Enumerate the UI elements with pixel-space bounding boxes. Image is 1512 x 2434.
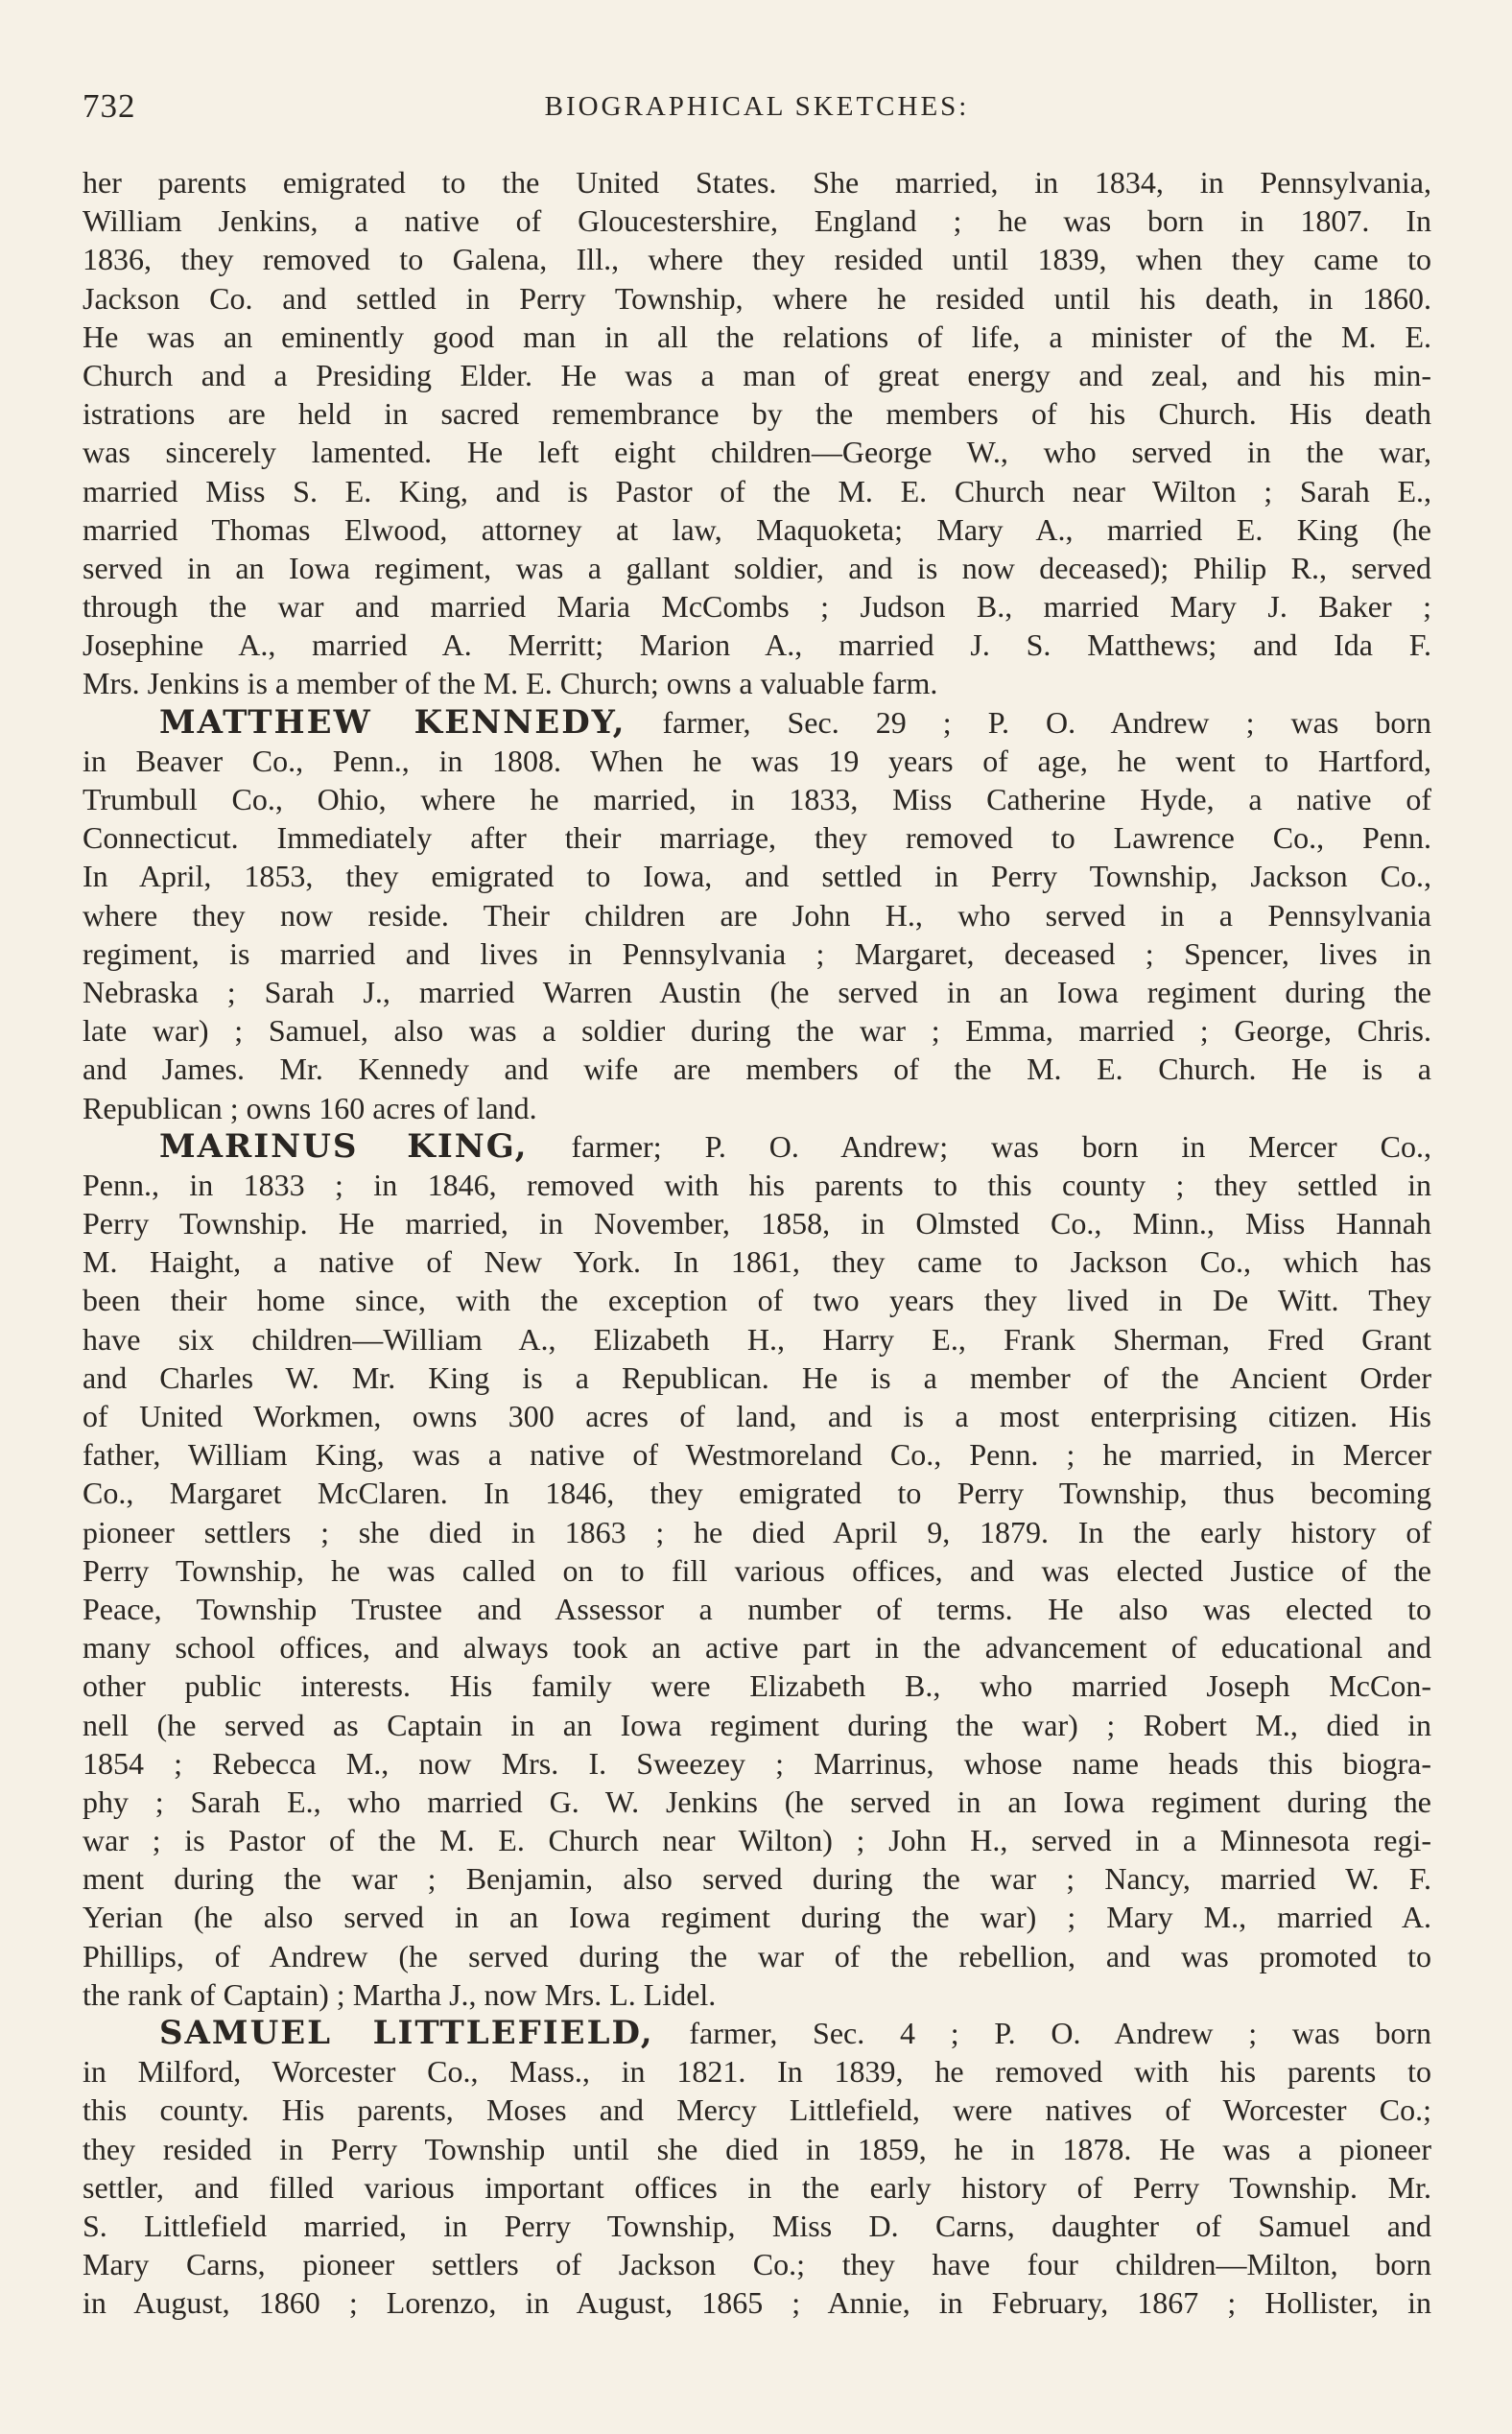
line-text: Mary Carns, pioneer settlers of Jackson Co.; they have four children—Milton, born — [83, 2247, 1431, 2282]
text-line — [83, 2245, 1431, 2283]
text-line — [83, 2283, 1431, 2322]
text-line — [83, 1397, 1431, 1435]
line-text: served in an Iowa regiment, was a gallant soldier, and is now deceased); Philip R., served — [83, 550, 1431, 585]
text-line — [83, 1666, 1431, 1705]
line-text: they resided in Perry Township until she died in 1859, he in 1878. He was a pioneer — [83, 2131, 1431, 2166]
text-line — [83, 163, 1431, 201]
text-line — [83, 1474, 1431, 1512]
line-text: was sincerely lamented. He left eight children—George W., who served in the war, — [83, 435, 1431, 470]
text-line — [83, 587, 1431, 626]
text-line — [83, 1011, 1431, 1050]
line-text: farmer, Sec. 4 ; P. O. Andrew ; was born — [653, 2016, 1431, 2050]
line-text: Perry Township, he was called on to fill various offices, and was elected Justice of the — [83, 1552, 1431, 1588]
line-text: Penn., in 1833 ; in 1846, removed with his parents to this county ; they settled in — [83, 1167, 1431, 1202]
text-line — [83, 1513, 1431, 1551]
line-text: Jackson Co. and settled in Perry Township, where he resided until his death, in 1860. — [83, 280, 1431, 316]
text-line — [83, 626, 1431, 664]
text-line — [83, 1359, 1431, 1397]
person-name: SAMUEL LITTLEFIELD, — [159, 2014, 654, 2052]
line-text: pioneer settlers ; she died in 1863 ; he died April 9, 1879. In the early history of — [83, 1514, 1431, 1549]
line-text: other public interests. His family were Elizabeth B., who married Joseph McCon- — [83, 1668, 1431, 1704]
line-text: married Thomas Elwood, attorney at law, Maquoketa; Mary A., married E. King (he — [83, 511, 1431, 547]
line-text: Trumbull Co., Ohio, where he married, in 1833, Miss Catherine Hyde, a native of — [83, 782, 1431, 816]
line-text: married Miss S. E. King, and is Pastor of the M. E. Church near Wilton ; Sarah E., — [83, 473, 1431, 508]
text-line — [83, 1744, 1431, 1783]
line-text: have six children—William A., Elizabeth H., Harry E., Frank Sherman, Fred Grant — [83, 1321, 1431, 1357]
line-text: phy ; Sarah E., who married G. W. Jenkins (he served in an Iowa regiment during the — [83, 1784, 1431, 1819]
line-text: in Milford, Worcester Co., Mass., in 1821. In 1839, he removed with his parents to — [83, 2054, 1431, 2090]
text-line — [83, 934, 1431, 973]
text-line — [83, 2207, 1431, 2245]
text-line — [83, 1859, 1431, 1898]
text-line — [83, 510, 1431, 549]
line-text: S. Littlefield married, in Perry Township, Miss D. Carns, daughter of Samuel and — [83, 2208, 1431, 2243]
line-text: war ; is Pastor of the M. E. Church near Wilton) ; John H., served in a Minnesota regi- — [83, 1823, 1431, 1858]
text-line — [83, 742, 1431, 780]
text-line — [83, 279, 1431, 318]
line-text: farmer, Sec. 29 ; P. O. Andrew ; was born — [626, 704, 1431, 740]
page-number: 732 — [83, 87, 136, 125]
text-line — [83, 394, 1431, 433]
biography-heading-line — [83, 703, 1431, 742]
line-text: Yerian (he also served in an Iowa regiment during the war) ; Mary M., married A. — [83, 1900, 1431, 1935]
text-line — [83, 1166, 1431, 1204]
line-text: Church and a Presiding Elder. He was a man of great energy and zeal, and his min- — [83, 357, 1431, 392]
text-line — [83, 1089, 1431, 1127]
line-text: ment during the war ; Benjamin, also served during the war ; Nancy, married W. F. — [83, 1861, 1431, 1897]
text-line — [83, 664, 1431, 702]
line-text: Nebraska ; Sarah J., married Warren Austin (he served in an Iowa regiment during the — [83, 974, 1431, 1009]
line-text: 1836, they removed to Galena, Ill., where they resided until 1839, when they came to — [83, 242, 1431, 277]
text-line — [83, 2091, 1431, 2129]
text-line — [83, 1050, 1431, 1088]
line-text: Mrs. Jenkins is a member of the M. E. Church; owns a valuable farm. — [83, 666, 938, 701]
text-line — [83, 1706, 1431, 1744]
line-text: Phillips, of Andrew (he served during the war of the rebellion, and was promoted to — [83, 1938, 1431, 1973]
text-line — [83, 780, 1431, 818]
line-text: in August, 1860 ; Lorenzo, in August, 1865 ; Annie, in February, 1867 ; Hollister, in — [83, 2285, 1431, 2321]
line-text: nell (he served as Captain in an Iowa regiment during the war) ; Robert M., died in — [83, 1707, 1431, 1742]
line-text: and James. Mr. Kennedy and wife are members of the M. E. Church. He is a — [83, 1052, 1431, 1087]
line-text: late war) ; Samuel, also was a soldier during the war ; Emma, married ; George, Chris. — [83, 1013, 1431, 1049]
text-line — [83, 2130, 1431, 2168]
line-text: been their home since, with the exception of two years they lived in De Witt. They — [83, 1283, 1431, 1318]
text-line — [83, 356, 1431, 394]
line-text: Co., Margaret McClaren. In 1846, they emigrated to Perry Township, thus becoming — [83, 1476, 1431, 1511]
text-line — [83, 318, 1431, 356]
line-text: where they now reside. Their children are John H., who served in a Pennsylvania — [83, 897, 1431, 933]
text-line — [83, 1320, 1431, 1359]
text-line — [83, 1821, 1431, 1859]
text-line — [83, 2052, 1431, 2091]
page-header — [83, 83, 1431, 130]
line-text: father, William King, was a native of Westmoreland Co., Penn. ; he married, in Mercer — [83, 1437, 1431, 1473]
line-text: farmer; P. O. Andrew; was born in Mercer Co., — [528, 1128, 1431, 1164]
text-line — [83, 1281, 1431, 1319]
text-line — [83, 1898, 1431, 1936]
biography-heading-line — [83, 1127, 1431, 1166]
line-text: He was an eminently good man in all the relations of life, a minister of the M. E. — [83, 319, 1431, 354]
line-text: and Charles W. Mr. King is a Republican. He is a member of the Ancient Order — [83, 1359, 1431, 1395]
line-text: Peace, Township Trustee and Assessor a number of terms. He also was elected to — [83, 1591, 1431, 1626]
text-line — [83, 857, 1431, 895]
line-text: settler, and filled various important offices in the early history of Perry Township. Mr. — [83, 2169, 1431, 2205]
text-line — [83, 1435, 1431, 1474]
text-line — [83, 2168, 1431, 2207]
text-line — [83, 472, 1431, 510]
line-text: the rank of Captain) ; Martha J., now Mrs. L. Lidel. — [83, 1976, 717, 2012]
line-text: In April, 1853, they emigrated to Iowa, and settled in Perry Township, Jackson Co., — [83, 859, 1431, 894]
line-text: in Beaver Co., Penn., in 1808. When he was 19 years of age, he went to Hartford, — [83, 743, 1431, 778]
line-text: of United Workmen, owns 300 acres of land, and is a most enterprising citizen. His — [83, 1399, 1431, 1433]
text-line — [83, 1242, 1431, 1281]
text-line — [83, 549, 1431, 587]
line-text: Josephine A., married A. Merritt; Marion A., married J. S. Matthews; and Ida F. — [83, 627, 1431, 663]
body-text — [83, 163, 1431, 2323]
text-line — [83, 1975, 1431, 2014]
line-text: William Jenkins, a native of Gloucestershire, England ; he was born in 1807. In — [83, 203, 1431, 239]
text-line — [83, 1783, 1431, 1821]
line-text: regiment, is married and lives in Pennsylvania ; Margaret, deceased ; Spencer, lives in — [83, 935, 1431, 971]
line-text: M. Haight, a native of New York. In 1861, they came to Jackson Co., which has — [83, 1244, 1431, 1280]
text-line — [83, 973, 1431, 1011]
line-text: Connecticut. Immediately after their marriage, they removed to Lawrence Co., Penn. — [83, 820, 1431, 856]
text-line — [83, 1628, 1431, 1666]
line-text: 1854 ; Rebecca M., now Mrs. I. Sweezey ; Marrinus, whose name heads this biogra- — [83, 1745, 1431, 1781]
line-text: through the war and married Maria McCombs ; Judson B., married Mary J. Baker ; — [83, 589, 1431, 625]
person-name: MARINUS KING, — [159, 1126, 529, 1166]
biography-heading-line — [83, 2014, 1431, 2052]
line-text: her parents emigrated to the United States. She married, in 1834, in Pennsylvania, — [83, 165, 1431, 200]
line-text: Perry Township. He married, in November, 1858, in Olmsted Co., Minn., Miss Hannah — [83, 1206, 1431, 1241]
line-text: istrations are held in sacred remembrance by the members of his Church. His death — [83, 396, 1431, 432]
line-text: this county. His parents, Moses and Mercy Littlefield, were natives of Worcester Co.; — [83, 2092, 1431, 2128]
text-line — [83, 240, 1431, 278]
line-text: many school offices, and always took an active part in the advancement of educational and — [83, 1630, 1431, 1666]
text-line — [83, 1590, 1431, 1628]
text-line — [83, 1204, 1431, 1242]
text-line — [83, 896, 1431, 934]
text-line — [83, 201, 1431, 240]
text-line — [83, 1937, 1431, 1975]
text-line — [83, 433, 1431, 471]
text-line — [83, 1551, 1431, 1590]
person-name: MATTHEW KENNEDY, — [159, 702, 626, 742]
running-head: BIOGRAPHICAL SKETCHES: — [544, 91, 970, 122]
text-line — [83, 818, 1431, 857]
line-text: Republican ; owns 160 acres of land. — [83, 1090, 537, 1125]
